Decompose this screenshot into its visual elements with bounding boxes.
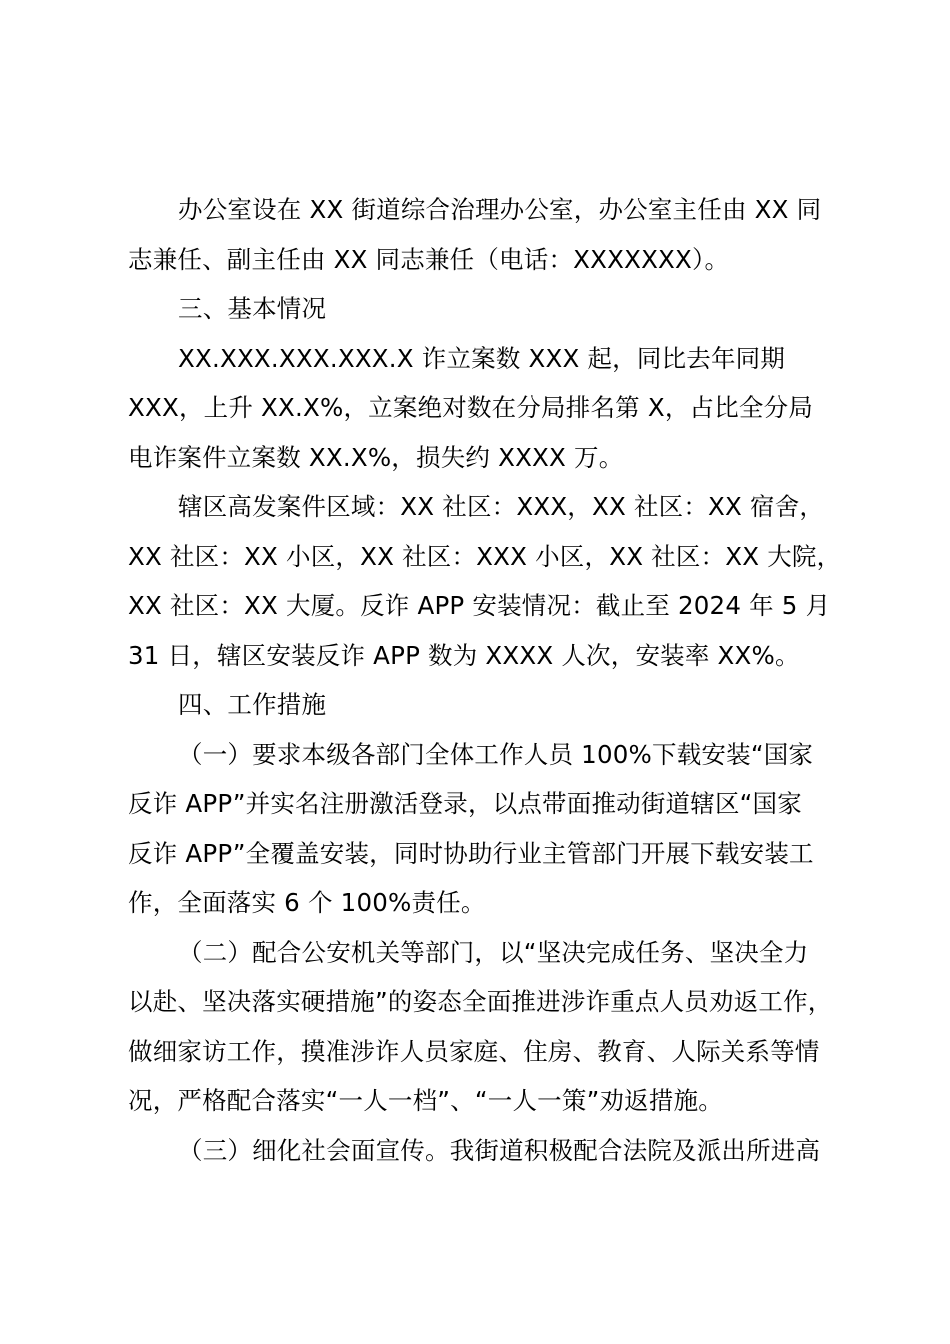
paragraph-areas-line-2: XX 社区：XX 小区，XX 社区：XXX 小区，XX 社区：XX 大院， <box>128 541 842 571</box>
paragraph-measure-1-line-4: 作，全面落实 6 个 100%责任。 <box>128 888 486 917</box>
paragraph-measure-2-line-2: 以赴、坚决落实硬措施”的姿态全面推进涉诈重点人员劝返工作， <box>128 987 833 1016</box>
paragraph-measure-1-line-3: 反诈 APP”全覆盖安装，同时协助行业主管部门开展下载安装工 <box>128 838 814 868</box>
paragraph-measure-2-line-3: 做细家访工作，摸准涉诈人员家庭、住房、教育、人际关系等情 <box>128 1036 820 1066</box>
paragraph-measure-2-line-1: （二）配合公安机关等部门，以“坚决完成任务、坚决全力 <box>178 937 809 967</box>
paragraph-measure-3-line-1: （三）细化社会面宣传。我街道积极配合法院及派出所进高 <box>178 1135 821 1165</box>
paragraph-statistics-line-2: XXX，上升 XX.X%，立案绝对数在分局排名第 X，占比全分局 <box>128 393 814 422</box>
paragraph-statistics-line-3: 电诈案件立案数 XX.X%，损失约 XXXX 万。 <box>128 442 624 472</box>
paragraph-areas-line-3: XX 社区：XX 大厦。反诈 APP 安装情况：截止至 2024 年 5 月 <box>128 591 831 620</box>
paragraph-measure-2-line-4: 况，严格配合落实“一人一档”、“一人一策”劝返措施。 <box>128 1086 723 1115</box>
paragraph-measure-1-line-2: 反诈 APP”并实名注册激活登录，以点带面推动街道辖区“国家 <box>128 789 802 818</box>
document-body <box>128 185 842 1175</box>
paragraph-areas-line-4: 31 日，辖区安装反诈 APP 数为 XXXX 人次，安装率 XX%。 <box>128 640 800 670</box>
paragraph-measure-1-line-1: （一）要求本级各部门全体工作人员 100%下载安装“国家 <box>178 739 814 769</box>
paragraph-statistics-line-1: XX.XXX.XXX.XXX.X 诈立案数 XXX 起，同比去年同期 <box>178 343 786 373</box>
paragraph-areas-line-1: 辖区高发案件区域：XX 社区：XXX，XX 社区：XX 宿舍， <box>178 492 825 521</box>
paragraph-office-line-1: 办公室设在 XX 街道综合治理办公室，办公室主任由 XX 同 <box>178 195 822 224</box>
section-heading-basic-situation: 三、基本情况 <box>178 294 327 323</box>
section-heading-work-measures: 四、工作措施 <box>178 690 327 719</box>
paragraph-office-line-2: 志兼任、副主任由 XX 同志兼任（电话：XXXXXXX）。 <box>128 244 730 274</box>
